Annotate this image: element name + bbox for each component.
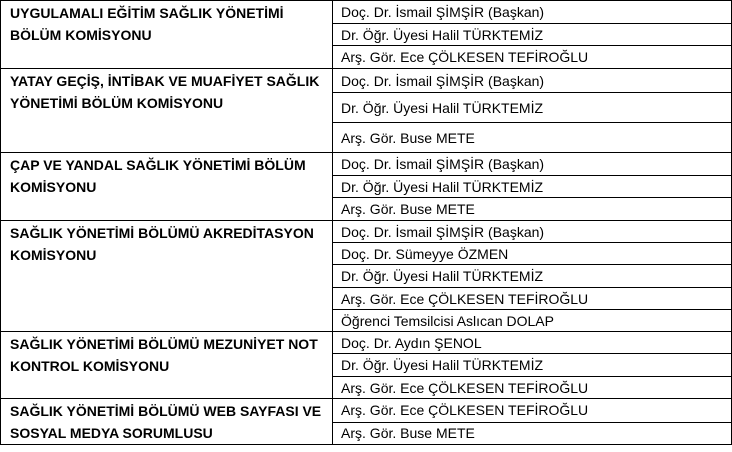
member-name: Dr. Öğr. Üyesi Halil TÜRKTEMİZ — [333, 265, 732, 288]
member-name: Doç. Dr. Aydın ŞENOL — [333, 332, 732, 354]
member-name: Dr. Öğr. Üyesi Halil TÜRKTEMİZ — [333, 24, 732, 46]
member-name: Doç. Dr. Sümeyye ÖZMEN — [333, 243, 732, 265]
committee-name: SAĞLIK YÖNETİMİ BÖLÜMÜ MEZUNİYET NOT KONTROL KOMİSYONU — [1, 332, 333, 399]
member-name: Dr. Öğr. Üyesi Halil TÜRKTEMİZ — [333, 176, 732, 198]
committee-name: SAĞLIK YÖNETİMİ BÖLÜMÜ AKREDİTASYON KOMİSYONU — [1, 221, 333, 332]
table-row — [1, 332, 732, 354]
member-name: Doç. Dr. İsmail ŞİMŞİR (Başkan) — [333, 1, 732, 24]
member-name: Öğrenci Temsilcisi Aslıcan DOLAP — [333, 310, 732, 332]
member-name: Dr. Öğr. Üyesi Halil TÜRKTEMİZ — [333, 93, 732, 123]
committee-name: ÇAP VE YANDAL SAĞLIK YÖNETİMİ BÖLÜM KOMİSYONU — [1, 153, 333, 221]
committee-name: SAĞLIK YÖNETİMİ BÖLÜMÜ WEB SAYFASI VE SOSYAL MEDYA SORUMLUSU — [1, 399, 333, 445]
member-name: Doç. Dr. İsmail ŞİMŞİR (Başkan) — [333, 221, 732, 243]
committee-name: YATAY GEÇİŞ, İNTİBAK VE MUAFİYET SAĞLIK YÖNETİMİ BÖLÜM KOMİSYONU — [1, 69, 333, 153]
member-name: Arş. Gör. Buse METE — [333, 123, 732, 153]
member-name: Arş. Gör. Ece ÇÖLKESEN TEFİROĞLU — [333, 399, 732, 423]
table-row — [1, 399, 732, 423]
member-name: Arş. Gör. Buse METE — [333, 198, 732, 221]
member-name: Doç. Dr. İsmail ŞİMŞİR (Başkan) — [333, 69, 732, 93]
member-name: Doç. Dr. İsmail ŞİMŞİR (Başkan) — [333, 153, 732, 176]
table-row — [1, 153, 732, 176]
member-name: Arş. Gör. Ece ÇÖLKESEN TEFİROĞLU — [333, 377, 732, 399]
table-row — [1, 69, 732, 93]
committee-name: UYGULAMALI EĞİTİM SAĞLIK YÖNETİMİ BÖLÜM KOMİSYONU — [1, 1, 333, 69]
member-name: Arş. Gör. Buse METE — [333, 422, 732, 445]
table-row — [1, 221, 732, 243]
member-name: Dr. Öğr. Üyesi Halil TÜRKTEMİZ — [333, 354, 732, 377]
member-name: Arş. Gör. Ece ÇÖLKESEN TEFİROĞLU — [333, 288, 732, 310]
table-row — [1, 1, 732, 24]
member-name: Arş. Gör. Ece ÇÖLKESEN TEFİROĞLU — [333, 46, 732, 69]
